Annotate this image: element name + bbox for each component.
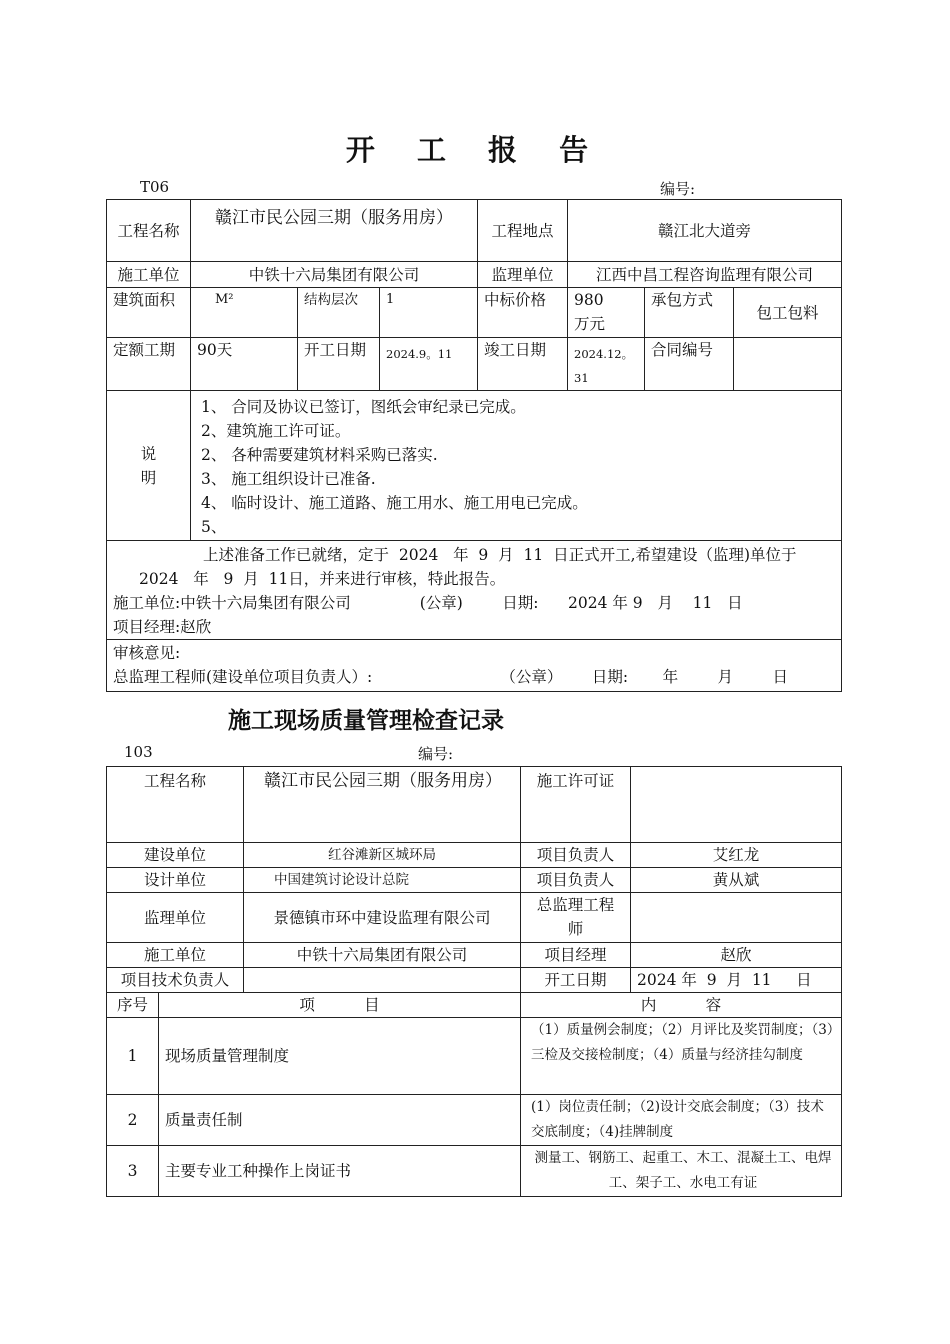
report-form-code: T06 [140,178,170,196]
manager-line: 项目经理:赵欣 [113,618,212,636]
tech-lead-label: 项目技术负责人 [107,968,244,993]
bid-price-label: 中标价格 [478,288,568,338]
review-line: 总监理工程师(建设单位项目负责人）: （公章） 日期: 年 月 日 [113,668,788,686]
header-item: 项 目 [159,993,521,1018]
contract-mode-value: 包工包料 [734,288,842,338]
statement-cell [107,541,842,640]
permit-label: 施工许可证 [521,767,631,843]
supervisor-label: 监理单位 [478,262,568,288]
contract-no-label: 合同编号 [645,338,734,391]
note-item: 3、 施工组织设计已准备. [201,470,376,488]
insp-project-name-label: 工程名称 [107,767,244,843]
contractor-label: 施工单位 [107,262,191,288]
area-label: 建筑面积 [107,288,191,338]
duration-label: 定额工期 [107,338,191,391]
duration-value: 90天 [191,338,298,391]
inspection-form-code: 103 [124,743,153,761]
chief-engineer-label: 总监理工程师 [521,893,631,943]
insp-project-name-value: 赣江市民公园三期（服务用房） [244,767,521,843]
bid-price-value: 980 万元 [568,288,645,338]
item-no: 3 [107,1146,159,1197]
supervisor-value: 江西中昌工程咨询监理有限公司 [568,262,842,288]
contractor-value: 中铁十六局集团有限公司 [191,262,478,288]
contract-mode-label: 承包方式 [645,288,734,338]
item-name: 主要专业工种操作上岗证书 [159,1146,521,1197]
insp-contractor-label: 施工单位 [107,943,244,968]
pm-value: 赵欣 [631,943,842,968]
report-table [106,199,842,692]
inspection-title: 施工现场质量管理检查记录 [228,707,504,734]
builder-lead-value: 艾红龙 [631,843,842,868]
inspection-number-label: 编号: [418,745,454,763]
pm-label: 项目经理 [521,943,631,968]
builder-lead-label: 项目负责人 [521,843,631,868]
designer-lead-label: 项目负责人 [521,868,631,893]
item-no: 1 [107,1018,159,1095]
item-name: 现场质量管理制度 [159,1018,521,1095]
start-date-label: 开工日期 [298,338,380,391]
designer-lead-value: 黄从斌 [631,868,842,893]
builder-value: 红谷滩新区城环局 [244,843,521,868]
tech-lead-value [244,968,521,993]
location-label: 工程地点 [478,200,568,262]
notes-label: 说 明 [107,391,191,541]
builder-label: 建设单位 [107,843,244,868]
insp-supervisor-label: 监理单位 [107,893,244,943]
statement-line-1: 上述准备工作已就绪，定于 2024 年 9 月 11 日正式开工,希望建设（监理)单位于 [203,546,797,564]
applicant-line: 施工单位:中铁十六局集团有限公司 (公章) 日期: 2024 年 9 月 11 日 [113,594,743,612]
header-no: 序号 [107,993,159,1018]
item-name: 质量责任制 [159,1095,521,1146]
finish-date-value: 2024.12。31 [568,338,645,391]
contract-no-value [734,338,842,391]
finish-date-label: 竣工日期 [478,338,568,391]
review-cell [107,640,842,692]
item-content: （1）质量例会制度；（2）月评比及奖罚制度；（3）三检及交接检制度；（4）质量与经济挂勾制度 [521,1018,842,1095]
designer-label: 设计单位 [107,868,244,893]
report-title: 开 工 报 告 [345,133,605,167]
notes-list [191,391,842,541]
project-name-label: 工程名称 [107,200,191,262]
chief-engineer-value [631,893,842,943]
header-content: 内 容 [521,993,842,1018]
note-item: 1、 合同及协议已签订，图纸会审纪录已完成。 [201,398,526,416]
note-item: 4、 临时设计、施工道路、施工用水、施工用电已完成。 [201,494,588,512]
insp-supervisor-value: 景德镇市环中建设监理有限公司 [244,893,521,943]
note-item: 2、 各种需要建筑材料采购已落实. [201,446,438,464]
location-value: 赣江北大道旁 [568,200,842,262]
insp-start-label: 开工日期 [521,968,631,993]
permit-value [631,767,842,843]
review-label: 审核意见: [113,644,181,662]
note-item: 5、 [201,518,227,536]
insp-contractor-value: 中铁十六局集团有限公司 [244,943,521,968]
structure-label: 结构层次 [298,288,380,338]
structure-value: 1 [380,288,478,338]
project-name-value: 赣江市民公园三期（服务用房） [191,200,478,262]
statement-line-2: 2024 年 9 月 11日，并来进行审核，特此报告。 [139,570,506,588]
report-number-label: 编号: [660,180,696,198]
area-unit: M² [191,288,298,338]
insp-start-value: 2024 年 9 月 11 日 [631,968,842,993]
note-item: 2、建筑施工许可证。 [201,422,351,440]
item-content: 测量工、钢筋工、起重工、木工、混凝土工、电焊工、架子工、水电工有证 [521,1146,842,1197]
inspection-table [106,766,842,1197]
item-no: 2 [107,1095,159,1146]
item-content: (1）岗位责任制；（2)设计交底会制度；（3）技术交底制度；（4)挂牌制度 [521,1095,842,1146]
designer-value: 中国建筑讨论设计总院 [244,868,521,893]
start-date-value: 2024.9。11 [380,338,478,391]
